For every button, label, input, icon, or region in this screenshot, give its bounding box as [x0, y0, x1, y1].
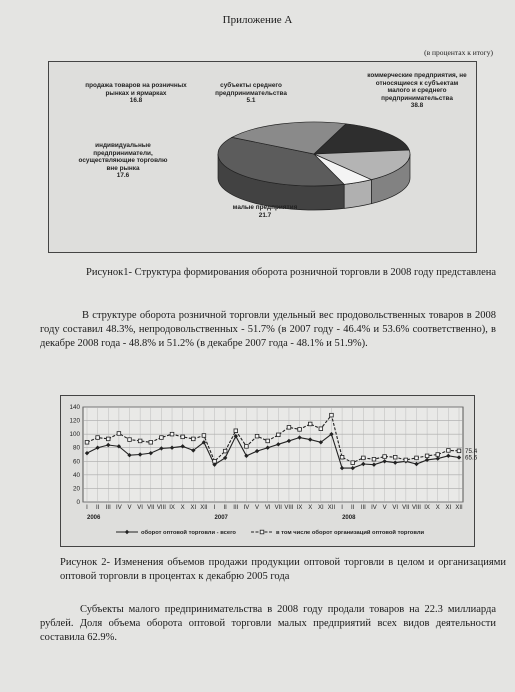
pie-label-commercial-value: 38.8 — [410, 102, 424, 110]
x-tick-label: VIII — [411, 505, 421, 511]
x-tick-label: VII — [147, 505, 155, 511]
pie-label-small — [215, 204, 315, 219]
pie-label-medium-value: 5.1 — [246, 97, 256, 105]
point-marker — [266, 439, 270, 443]
point-marker — [457, 449, 461, 453]
x-tick-label: X — [308, 505, 313, 511]
point-marker — [362, 456, 366, 460]
x-tick-label: IV — [116, 505, 122, 511]
point-marker — [372, 457, 376, 461]
x-tick-label: II — [223, 505, 227, 511]
y-tick-label: 120 — [69, 417, 80, 425]
x-tick-label: IX — [169, 505, 175, 511]
x-tick-label: XI — [317, 505, 324, 511]
figure2-caption: Рисунок 2- Изменения объемов продажи продукции оптовой торговли в целом и организациями оптовой торговли в процентах к декабрю 2005 года — [60, 557, 506, 582]
x-tick-label: VIII — [156, 505, 166, 511]
pie-label-small-name: малые предприятия — [232, 204, 298, 211]
legend-label-0: оборот оптовой торговли - всего — [141, 530, 236, 536]
point-marker — [287, 426, 291, 430]
pie-label-retail-markets — [81, 82, 191, 105]
point-marker — [330, 413, 334, 417]
y-tick-label: 60 — [72, 458, 80, 466]
year-label: 2008 — [342, 515, 356, 521]
x-tick-label: III — [360, 505, 366, 511]
x-tick-label: I — [341, 505, 343, 511]
x-tick-label: VI — [392, 505, 399, 511]
point-marker — [425, 454, 429, 458]
point-marker — [277, 433, 281, 437]
figure1-caption: Рисунок1- Структура формирования оборота розничной торговли в 2008 году представлена — [86, 267, 497, 278]
x-tick-label: VIII — [284, 505, 294, 511]
pie-label-retail-markets-name: продажа товаров на розничных рынках и ярмарках — [85, 82, 187, 97]
point-marker — [85, 440, 89, 444]
pie-label-individuals-name: индивидуальные предприниматели, осуществляющие торговлю вне рынка — [78, 142, 168, 172]
pie-label-individuals-value: 17.6 — [116, 172, 130, 180]
pie-chart-frame — [48, 61, 477, 253]
y-tick-label: 20 — [72, 485, 80, 493]
x-tick-label: II — [351, 505, 355, 511]
x-tick-label: XI — [445, 505, 452, 511]
point-marker — [340, 455, 344, 459]
point-marker — [234, 429, 238, 433]
point-marker — [213, 459, 217, 463]
point-marker — [96, 436, 100, 440]
point-marker — [191, 437, 195, 441]
point-marker — [393, 455, 397, 459]
year-label: 2007 — [214, 515, 228, 521]
x-tick-label: I — [213, 505, 216, 511]
pie-label-retail-markets-value: 16.8 — [129, 97, 143, 105]
x-tick-label: VI — [264, 505, 271, 511]
point-marker — [245, 445, 249, 449]
y-tick-label: 100 — [69, 431, 80, 439]
y-tick-label: 40 — [72, 471, 80, 479]
paragraph-retail-structure: В структуре оборота розничной торговли удельный вес продовольственных товаров в 2008 году составил 48.3%, непродовольственных - 51.7% (в 2007 году - 46.4% и 53.6% соответственно), в декабре 2008 года - 48.8% и 51.2% (в декабре 2007 года - 48.1% и 51.9%). — [40, 310, 496, 349]
x-tick-label: IX — [424, 505, 430, 511]
point-marker — [298, 428, 302, 432]
pie-label-commercial-name: коммерческие предприятия, не относящиеся к субъектам малого и среднего предпринимательства — [367, 72, 467, 102]
point-marker — [138, 439, 142, 443]
end-value-label: 75.4 — [465, 447, 478, 455]
point-marker — [308, 422, 312, 426]
x-tick-label: XII — [455, 505, 463, 511]
point-marker — [351, 461, 355, 465]
point-marker — [106, 437, 110, 441]
y-tick-label: 0 — [76, 499, 80, 506]
pie-label-small-value: 21.7 — [258, 211, 272, 219]
x-tick-label: X — [180, 505, 185, 511]
point-marker — [436, 453, 440, 457]
x-tick-label: V — [127, 505, 132, 511]
unit-note: (в процентах к итогу) — [424, 48, 493, 57]
x-tick-label: VI — [137, 505, 143, 511]
point-marker — [383, 455, 387, 459]
x-tick-label: III — [233, 505, 239, 511]
y-tick-label: 140 — [69, 404, 80, 411]
pie-label-individuals — [73, 142, 173, 180]
x-tick-label: II — [95, 505, 100, 511]
point-marker — [319, 427, 323, 431]
point-marker — [255, 434, 259, 438]
line-chart — [61, 396, 478, 546]
point-marker — [128, 438, 132, 442]
point-marker — [202, 434, 206, 438]
x-tick-label: X — [435, 505, 440, 511]
point-marker — [149, 440, 153, 444]
x-tick-label: V — [382, 505, 387, 511]
pie-label-medium-name: субъекты среднего предпринимательства — [215, 82, 287, 97]
x-tick-label: XI — [190, 505, 197, 511]
x-tick-label: III — [105, 505, 111, 511]
point-marker — [181, 435, 185, 439]
line-chart-frame — [60, 395, 478, 547]
point-marker — [415, 456, 419, 460]
x-tick-label: IV — [371, 505, 377, 511]
x-tick-label: XII — [327, 505, 336, 511]
x-tick-label: V — [255, 505, 260, 511]
x-tick-label: IV — [243, 505, 250, 511]
point-marker — [404, 458, 408, 462]
x-tick-label: VII — [274, 505, 282, 511]
end-value-label: 65.6 — [465, 454, 478, 462]
paragraph-small-business: Субъекты малого предпринимательства в 2008 году продали товаров на 22.3 миллиарда рублей. Доля объема оборота оптовой торговли малых предприятий всех видов деятельности составила 62.9%. — [40, 604, 496, 643]
pie-label-medium — [197, 82, 305, 105]
point-marker — [160, 436, 164, 440]
point-marker — [223, 449, 227, 453]
point-marker — [170, 432, 174, 436]
page-title: Приложение А — [222, 14, 293, 26]
legend-marker-1 — [260, 530, 264, 534]
x-tick-label: IX — [296, 505, 303, 511]
year-label: 2006 — [87, 515, 101, 521]
point-marker — [117, 432, 121, 436]
point-marker — [447, 449, 451, 453]
y-tick-label: 80 — [72, 444, 80, 452]
x-tick-label: I — [86, 505, 88, 511]
pie-label-commercial — [365, 72, 469, 110]
legend-label-1: в том числе оборот организаций оптовой торговли — [276, 530, 425, 536]
x-tick-label: XII — [200, 505, 208, 511]
legend-marker-0 — [125, 530, 129, 534]
x-tick-label: VII — [402, 505, 410, 511]
